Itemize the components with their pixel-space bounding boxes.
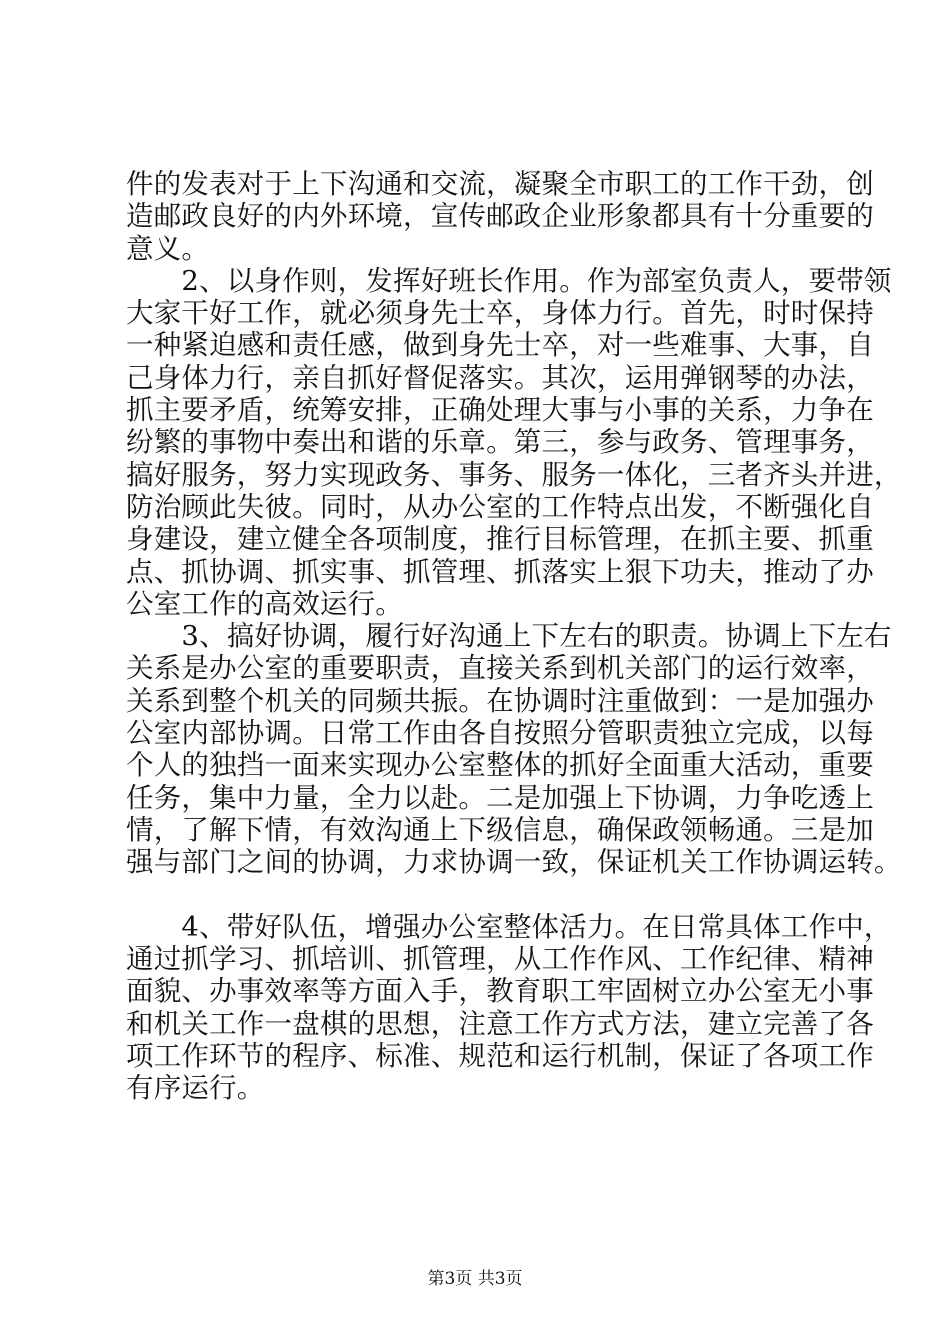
text-line: 和机关工作一盘棋的思想，注意工作方式方法，建立完善了各 [126, 1007, 874, 1040]
text-line: 关系是办公室的重要职责，直接关系到机关部门的运行效率， [126, 652, 874, 685]
text-line: 3、搞好协调，履行好沟通上下左右的职责。协调上下左右 [126, 620, 892, 653]
text-line: 己身体力行，亲自抓好督促落实。其次，运用弹钢琴的办法， [126, 361, 874, 394]
text-line: 一种紧迫感和责任感，做到身先士卒，对一些难事、大事，自 [126, 329, 874, 362]
text-line: 纷繁的事物中奏出和谐的乐章。第三，参与政务、管理事务， [126, 426, 874, 459]
text-line: 大家干好工作，就必须身先士卒，身体力行。首先，时时保持 [126, 297, 874, 330]
text-line: 面貌、办事效率等方面入手，教育职工牢固树立办公室无小事 [126, 975, 874, 1008]
document-body [126, 168, 902, 1105]
text-line: 公室工作的高效运行。 [126, 587, 403, 620]
text-line: 任务，集中力量，全力以赴。二是加强上下协调，力争吃透上 [126, 781, 874, 814]
text-line: 有序运行。 [126, 1072, 265, 1105]
text-line: 意义。 [126, 232, 210, 265]
text-line: 点、抓协调、抓实事、抓管理、抓落实上狠下功夫，推动了办 [126, 555, 874, 588]
text-line: 4、带好队伍，增强办公室整体活力。在日常具体工作中， [126, 910, 892, 943]
text-line: 情，了解下情，有效沟通上下级信息，确保政领畅通。三是加 [126, 813, 874, 846]
text-line: 防治顾此失彼。同时，从办公室的工作特点出发，不断强化自 [126, 490, 874, 523]
page-footer: 第3页 共3页 [427, 1269, 523, 1289]
text-line: 造邮政良好的内外环境，宣传邮政企业形象都具有十分重要的 [126, 200, 874, 233]
text-line: 通过抓学习、抓培训、抓管理，从工作作风、工作纪律、精神 [126, 943, 874, 976]
text-line: 公室内部协调。日常工作由各自按照分管职责独立完成，以每 [126, 717, 874, 750]
text-line: 2、以身作则，发挥好班长作用。作为部室负责人，要带领 [126, 264, 892, 297]
text-line: 强与部门之间的协调，力求协调一致，保证机关工作协调运转。 [126, 846, 902, 879]
text-line: 关系到整个机关的同频共振。在协调时注重做到：一是加强办 [126, 684, 874, 717]
paragraph-gap [126, 879, 831, 911]
text-line: 搞好服务，努力实现政务、事务、服务一体化，三者齐头并进， [126, 458, 902, 491]
text-line: 件的发表对于上下沟通和交流，凝聚全市职工的工作干劲，创 [126, 168, 874, 200]
text-line: 个人的独挡一面来实现办公室整体的抓好全面重大活动，重要 [126, 749, 874, 782]
text-line: 项工作环节的程序、标准、规范和运行机制，保证了各项工作 [126, 1040, 874, 1073]
text-line: 身建设，建立健全各项制度，推行目标管理，在抓主要、抓重 [126, 523, 874, 556]
text-line: 抓主要矛盾，统筹安排，正确处理大事与小事的关系，力争在 [126, 394, 874, 427]
